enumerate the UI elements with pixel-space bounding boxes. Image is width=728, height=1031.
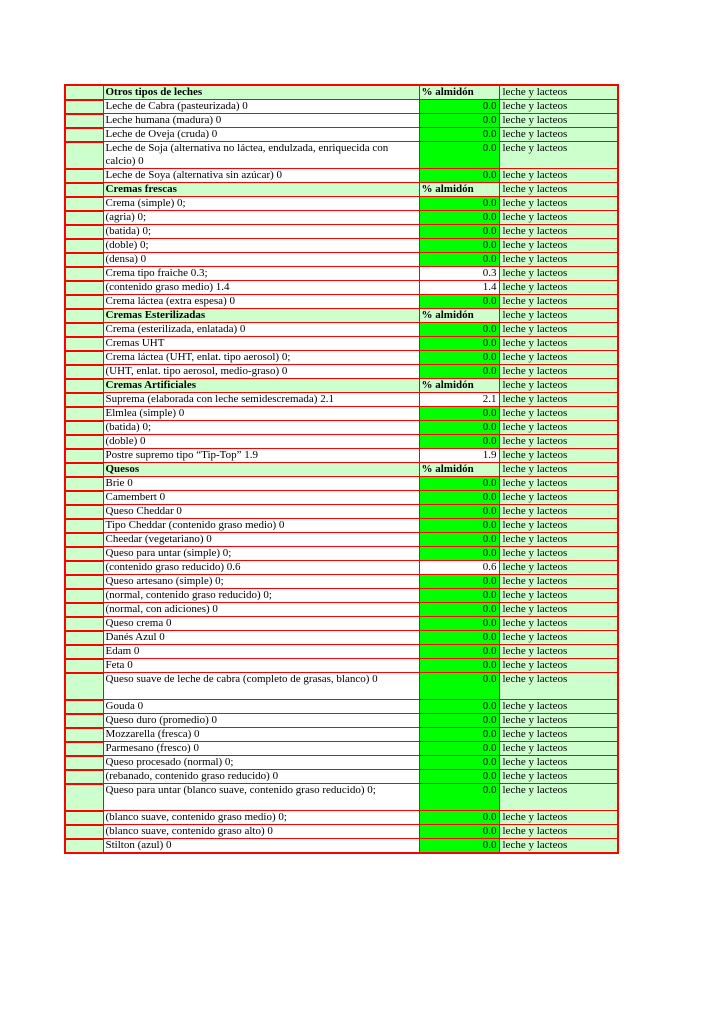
row-marker-cell <box>65 839 103 854</box>
table-row <box>65 714 618 728</box>
starch-value-cell: 0.0 <box>419 756 499 770</box>
category-cell: leche y lacteos <box>499 100 618 114</box>
food-name-cell: Queso para untar (simple) 0; <box>103 547 419 561</box>
table-row <box>65 825 618 839</box>
starch-value-cell: 0.0 <box>419 533 499 547</box>
row-marker-cell <box>65 114 103 128</box>
row-marker-cell <box>65 449 103 463</box>
category-cell: leche y lacteos <box>499 421 618 435</box>
table-row <box>65 491 618 505</box>
category-cell: leche y lacteos <box>499 211 618 225</box>
table-row <box>65 197 618 211</box>
category-cell: leche y lacteos <box>499 659 618 673</box>
starch-value-cell: 0.0 <box>419 728 499 742</box>
category-cell: leche y lacteos <box>499 85 618 100</box>
table-row <box>65 225 618 239</box>
row-marker-cell <box>65 407 103 421</box>
row-marker-cell <box>65 742 103 756</box>
starch-value-cell: 0.0 <box>419 784 499 811</box>
row-marker-cell <box>65 253 103 267</box>
row-marker-cell <box>65 435 103 449</box>
food-name-cell: (batida) 0; <box>103 225 419 239</box>
row-marker-cell <box>65 491 103 505</box>
table-row <box>65 407 618 421</box>
starch-value-cell: 0.0 <box>419 770 499 784</box>
category-cell: leche y lacteos <box>499 253 618 267</box>
table-row <box>65 128 618 142</box>
row-marker-cell <box>65 463 103 477</box>
table-row <box>65 435 618 449</box>
row-marker-cell <box>65 128 103 142</box>
table-row <box>65 337 618 351</box>
starch-value-cell: 0.0 <box>419 169 499 183</box>
row-marker-cell <box>65 281 103 295</box>
row-marker-cell <box>65 225 103 239</box>
food-name-cell: (contenido graso medio) 1.4 <box>103 281 419 295</box>
food-name-cell: Cheedar (vegetariano) 0 <box>103 533 419 547</box>
category-cell: leche y lacteos <box>499 239 618 253</box>
row-marker-cell <box>65 617 103 631</box>
table-row <box>65 742 618 756</box>
row-marker-cell <box>65 673 103 700</box>
table-row <box>65 267 618 281</box>
food-name-cell: (UHT, enlat. tipo aerosol, medio-graso) 0 <box>103 365 419 379</box>
section-title: Cremas Esterilizadas <box>103 309 419 323</box>
food-name-cell: (densa) 0 <box>103 253 419 267</box>
row-marker-cell <box>65 85 103 100</box>
row-marker-cell <box>65 533 103 547</box>
row-marker-cell <box>65 505 103 519</box>
food-name-cell: Crema (esterilizada, enlatada) 0 <box>103 323 419 337</box>
category-cell: leche y lacteos <box>499 589 618 603</box>
row-marker-cell <box>65 756 103 770</box>
row-marker-cell <box>65 547 103 561</box>
food-name-cell: Parmesano (fresco) 0 <box>103 742 419 756</box>
food-name-cell: Queso procesado (normal) 0; <box>103 756 419 770</box>
table-row <box>65 603 618 617</box>
starch-value-cell: 0.0 <box>419 505 499 519</box>
category-cell: leche y lacteos <box>499 114 618 128</box>
category-cell: leche y lacteos <box>499 435 618 449</box>
food-name-cell: Queso para untar (blanco suave, contenido graso reducido) 0; <box>103 784 419 811</box>
category-cell: leche y lacteos <box>499 825 618 839</box>
row-marker-cell <box>65 393 103 407</box>
food-name-cell: Leche humana (madura) 0 <box>103 114 419 128</box>
category-cell: leche y lacteos <box>499 603 618 617</box>
table-row <box>65 239 618 253</box>
food-name-cell: Elmlea (simple) 0 <box>103 407 419 421</box>
table-row <box>65 784 618 811</box>
category-cell: leche y lacteos <box>499 281 618 295</box>
row-marker-cell <box>65 365 103 379</box>
starch-value-cell: 0.0 <box>419 519 499 533</box>
starch-value-cell: 0.0 <box>419 351 499 365</box>
food-name-cell: Queso artesano (simple) 0; <box>103 575 419 589</box>
section-title: Cremas frescas <box>103 183 419 197</box>
table-row <box>65 142 618 169</box>
category-cell: leche y lacteos <box>499 756 618 770</box>
table-row <box>65 589 618 603</box>
row-marker-cell <box>65 100 103 114</box>
row-marker-cell <box>65 379 103 393</box>
starch-value-cell: 0.0 <box>419 603 499 617</box>
starch-value-cell: 0.0 <box>419 323 499 337</box>
row-marker-cell <box>65 211 103 225</box>
row-marker-cell <box>65 519 103 533</box>
category-cell: leche y lacteos <box>499 519 618 533</box>
starch-value-cell: 0.0 <box>419 197 499 211</box>
food-name-cell: Queso Cheddar 0 <box>103 505 419 519</box>
starch-value-cell: 0.0 <box>419 128 499 142</box>
starch-value-cell: 0.0 <box>419 100 499 114</box>
food-name-cell: Tipo Cheddar (contenido graso medio) 0 <box>103 519 419 533</box>
row-marker-cell <box>65 142 103 169</box>
row-marker-cell <box>65 631 103 645</box>
section-row <box>65 379 618 393</box>
category-cell: leche y lacteos <box>499 631 618 645</box>
food-name-cell: Mozzarella (fresca) 0 <box>103 728 419 742</box>
category-cell: leche y lacteos <box>499 449 618 463</box>
row-marker-cell <box>65 825 103 839</box>
food-name-cell: Suprema (elaborada con leche semidescremada) 2.1 <box>103 393 419 407</box>
category-cell: leche y lacteos <box>499 839 618 854</box>
food-name-cell: Camembert 0 <box>103 491 419 505</box>
row-marker-cell <box>65 811 103 825</box>
category-cell: leche y lacteos <box>499 617 618 631</box>
starch-value-cell: 0.0 <box>419 435 499 449</box>
table-row <box>65 756 618 770</box>
table-row <box>65 673 618 700</box>
category-cell: leche y lacteos <box>499 575 618 589</box>
category-cell: leche y lacteos <box>499 225 618 239</box>
table-row <box>65 659 618 673</box>
starch-value-cell: 0.0 <box>419 337 499 351</box>
category-cell: leche y lacteos <box>499 742 618 756</box>
category-cell: leche y lacteos <box>499 770 618 784</box>
table-row <box>65 421 618 435</box>
category-cell: leche y lacteos <box>499 533 618 547</box>
row-marker-cell <box>65 700 103 714</box>
food-name-cell: (blanco suave, contenido graso alto) 0 <box>103 825 419 839</box>
food-name-cell: Leche de Oveja (cruda) 0 <box>103 128 419 142</box>
category-cell: leche y lacteos <box>499 700 618 714</box>
starch-value-cell: 0.0 <box>419 617 499 631</box>
food-name-cell: (contenido graso reducido) 0.6 <box>103 561 419 575</box>
row-marker-cell <box>65 309 103 323</box>
food-name-cell: (rebanado, contenido graso reducido) 0 <box>103 770 419 784</box>
starch-value-cell: 0.0 <box>419 114 499 128</box>
category-cell: leche y lacteos <box>499 505 618 519</box>
table-row <box>65 253 618 267</box>
row-marker-cell <box>65 295 103 309</box>
starch-value-cell: 1.4 <box>419 281 499 295</box>
category-cell: leche y lacteos <box>499 491 618 505</box>
table-row <box>65 811 618 825</box>
food-name-cell: Stilton (azul) 0 <box>103 839 419 854</box>
food-name-cell: Leche de Cabra (pasteurizada) 0 <box>103 100 419 114</box>
starch-value-cell: 1.9 <box>419 449 499 463</box>
category-cell: leche y lacteos <box>499 477 618 491</box>
table-row <box>65 100 618 114</box>
table-row <box>65 323 618 337</box>
category-cell: leche y lacteos <box>499 393 618 407</box>
row-marker-cell <box>65 784 103 811</box>
food-name-cell: (batida) 0; <box>103 421 419 435</box>
starch-value-cell: 0.0 <box>419 742 499 756</box>
table-row <box>65 839 618 854</box>
starch-value-cell: 0.0 <box>419 700 499 714</box>
row-marker-cell <box>65 183 103 197</box>
category-cell: leche y lacteos <box>499 295 618 309</box>
row-marker-cell <box>65 575 103 589</box>
starch-value-cell: 0.0 <box>419 365 499 379</box>
sheet-body <box>65 85 618 853</box>
section-title: Otros tipos de leches <box>103 85 419 100</box>
column-header-starch: % almidón <box>419 379 499 393</box>
starch-value-cell: 0.0 <box>419 295 499 309</box>
row-marker-cell <box>65 770 103 784</box>
starch-value-cell: 0.0 <box>419 645 499 659</box>
starch-value-cell: 0.0 <box>419 211 499 225</box>
column-header-starch: % almidón <box>419 85 499 100</box>
category-cell: leche y lacteos <box>499 351 618 365</box>
row-marker-cell <box>65 477 103 491</box>
food-name-cell: Crema tipo fraiche 0.3; <box>103 267 419 281</box>
food-name-cell: Queso suave de leche de cabra (completo de grasas, blanco) 0 <box>103 673 419 700</box>
category-cell: leche y lacteos <box>499 714 618 728</box>
food-name-cell: (normal, contenido graso reducido) 0; <box>103 589 419 603</box>
column-header-starch: % almidón <box>419 309 499 323</box>
row-marker-cell <box>65 351 103 365</box>
food-name-cell: Postre supremo tipo “Tip-Top” 1.9 <box>103 449 419 463</box>
row-marker-cell <box>65 561 103 575</box>
category-cell: leche y lacteos <box>499 267 618 281</box>
table-row <box>65 351 618 365</box>
food-name-cell: Edam 0 <box>103 645 419 659</box>
food-name-cell: Queso duro (promedio) 0 <box>103 714 419 728</box>
table-row <box>65 169 618 183</box>
section-row <box>65 309 618 323</box>
starch-value-cell: 0.0 <box>419 589 499 603</box>
food-name-cell: (doble) 0 <box>103 435 419 449</box>
row-marker-cell <box>65 728 103 742</box>
category-cell: leche y lacteos <box>499 673 618 700</box>
section-title: Quesos <box>103 463 419 477</box>
category-cell: leche y lacteos <box>499 784 618 811</box>
starch-value-cell: 0.0 <box>419 659 499 673</box>
table-row <box>65 631 618 645</box>
starch-value-cell: 0.0 <box>419 239 499 253</box>
food-name-cell: Feta 0 <box>103 659 419 673</box>
table-row <box>65 365 618 379</box>
starch-value-cell: 0.0 <box>419 673 499 700</box>
food-name-cell: Cremas UHT <box>103 337 419 351</box>
category-cell: leche y lacteos <box>499 323 618 337</box>
food-name-cell: Leche de Soya (alternativa sin azúcar) 0 <box>103 169 419 183</box>
row-marker-cell <box>65 603 103 617</box>
food-name-cell: Brie 0 <box>103 477 419 491</box>
table-row <box>65 561 618 575</box>
food-name-cell: Crema (simple) 0; <box>103 197 419 211</box>
table-row <box>65 700 618 714</box>
starch-value-cell: 2.1 <box>419 393 499 407</box>
food-name-cell: (agria) 0; <box>103 211 419 225</box>
column-header-starch: % almidón <box>419 463 499 477</box>
starch-value-cell: 0.0 <box>419 811 499 825</box>
row-marker-cell <box>65 239 103 253</box>
food-name-cell: Leche de Soja (alternativa no láctea, endulzada, enriquecida con calcio) 0 <box>103 142 419 169</box>
section-row <box>65 463 618 477</box>
table-row <box>65 547 618 561</box>
table-row <box>65 114 618 128</box>
starch-value-cell: 0.0 <box>419 225 499 239</box>
starch-value-cell: 0.0 <box>419 477 499 491</box>
category-cell: leche y lacteos <box>499 561 618 575</box>
starch-value-cell: 0.0 <box>419 421 499 435</box>
row-marker-cell <box>65 421 103 435</box>
category-cell: leche y lacteos <box>499 197 618 211</box>
table-row <box>65 575 618 589</box>
row-marker-cell <box>65 589 103 603</box>
category-cell: leche y lacteos <box>499 547 618 561</box>
starch-value-cell: 0.0 <box>419 714 499 728</box>
table-row <box>65 645 618 659</box>
starch-value-cell: 0.0 <box>419 839 499 854</box>
table-row <box>65 728 618 742</box>
starch-value-cell: 0.0 <box>419 547 499 561</box>
starch-value-cell: 0.0 <box>419 631 499 645</box>
table-row <box>65 533 618 547</box>
category-cell: leche y lacteos <box>499 728 618 742</box>
row-marker-cell <box>65 714 103 728</box>
starch-value-cell: 0.0 <box>419 142 499 169</box>
category-cell: leche y lacteos <box>499 128 618 142</box>
table-row <box>65 519 618 533</box>
food-name-cell: Danés Azul 0 <box>103 631 419 645</box>
row-marker-cell <box>65 267 103 281</box>
table-row <box>65 211 618 225</box>
column-header-starch: % almidón <box>419 183 499 197</box>
food-name-cell: Queso crema 0 <box>103 617 419 631</box>
row-marker-cell <box>65 337 103 351</box>
category-cell: leche y lacteos <box>499 379 618 393</box>
food-name-cell: (blanco suave, contenido graso medio) 0; <box>103 811 419 825</box>
table-row <box>65 295 618 309</box>
food-name-cell: (normal, con adiciones) 0 <box>103 603 419 617</box>
starch-value-cell: 0.0 <box>419 491 499 505</box>
starch-value-cell: 0.0 <box>419 825 499 839</box>
table-row <box>65 617 618 631</box>
section-row <box>65 85 618 100</box>
category-cell: leche y lacteos <box>499 407 618 421</box>
starch-value-cell: 0.6 <box>419 561 499 575</box>
row-marker-cell <box>65 659 103 673</box>
row-marker-cell <box>65 645 103 659</box>
category-cell: leche y lacteos <box>499 463 618 477</box>
starch-value-cell: 0.0 <box>419 253 499 267</box>
category-cell: leche y lacteos <box>499 811 618 825</box>
table-row <box>65 281 618 295</box>
row-marker-cell <box>65 197 103 211</box>
row-marker-cell <box>65 169 103 183</box>
category-cell: leche y lacteos <box>499 142 618 169</box>
food-name-cell: Crema láctea (extra espesa) 0 <box>103 295 419 309</box>
nutrition-spreadsheet <box>64 84 619 854</box>
section-title: Cremas Artificiales <box>103 379 419 393</box>
table-row <box>65 449 618 463</box>
food-name-cell: Crema láctea (UHT, enlat. tipo aerosol) 0; <box>103 351 419 365</box>
category-cell: leche y lacteos <box>499 337 618 351</box>
category-cell: leche y lacteos <box>499 645 618 659</box>
starch-value-cell: 0.0 <box>419 407 499 421</box>
food-name-cell: Gouda 0 <box>103 700 419 714</box>
table-row <box>65 770 618 784</box>
category-cell: leche y lacteos <box>499 365 618 379</box>
starch-value-cell: 0.0 <box>419 575 499 589</box>
row-marker-cell <box>65 323 103 337</box>
table-row <box>65 393 618 407</box>
food-name-cell: (doble) 0; <box>103 239 419 253</box>
starch-value-cell: 0.3 <box>419 267 499 281</box>
category-cell: leche y lacteos <box>499 309 618 323</box>
table-row <box>65 505 618 519</box>
category-cell: leche y lacteos <box>499 169 618 183</box>
category-cell: leche y lacteos <box>499 183 618 197</box>
table-row <box>65 477 618 491</box>
section-row <box>65 183 618 197</box>
